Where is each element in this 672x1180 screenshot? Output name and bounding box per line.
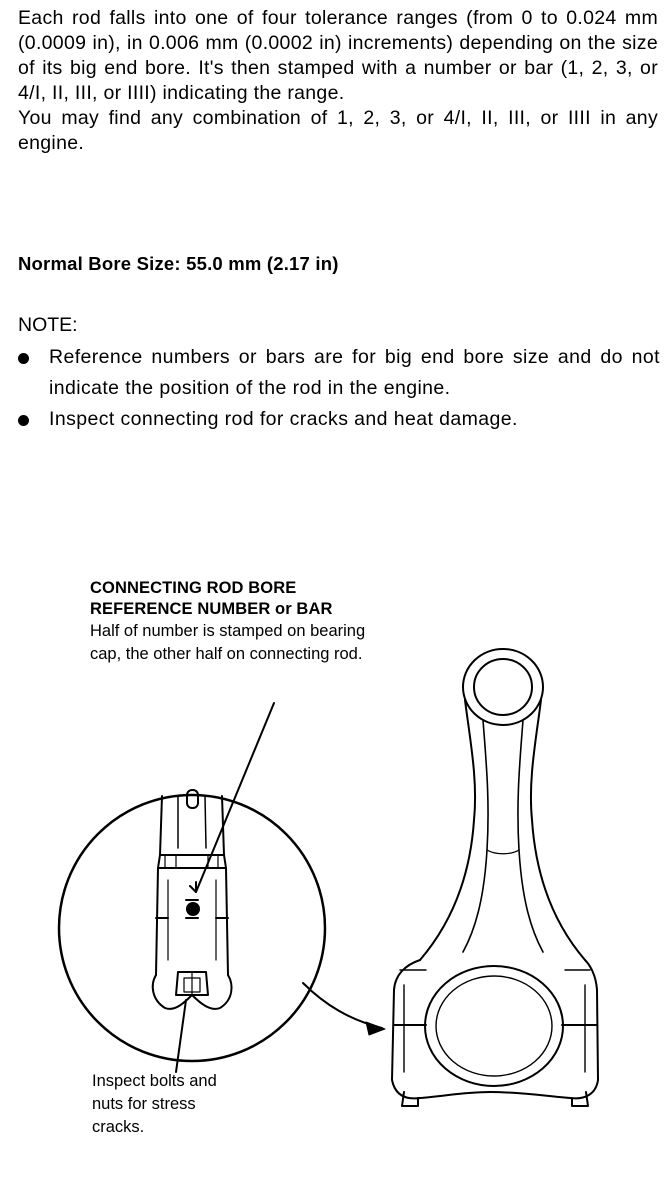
note-text: Inspect connecting rod for cracks and heat damage. <box>49 408 518 430</box>
combination-paragraph: You may find any combination of 1, 2, 3, or 4/I, II, III, or IIII in any engine. <box>18 107 658 154</box>
callout-leader-line <box>196 703 274 892</box>
detail-magnifier-circle <box>59 795 325 1061</box>
rod-detail-closeup <box>153 790 232 1009</box>
normal-bore-size: Normal Bore Size: 55.0 mm (2.17 in) <box>18 253 339 274</box>
note-heading: NOTE: <box>18 314 78 336</box>
bore-reference-callout <box>90 578 390 666</box>
connecting-rod-full-view <box>392 649 598 1106</box>
bolts-inspection-label: Inspect bolts and nuts for stress cracks. <box>92 1072 217 1136</box>
callout-title-line: REFERENCE NUMBER or BAR <box>90 600 333 618</box>
callout-description: Half of number is stamped on bearing cap, the other half on connecting rod. <box>90 622 366 663</box>
callout-title-line: CONNECTING ROD BORE <box>90 579 297 597</box>
tolerance-paragraph: Each rod falls into one of four tolerance ranges (from 0 to 0.024 mm (0.0009 in), in 0.006 mm (0.0002 in) increments) depending on the size of its big end bore. It's then stamped with a number or bar (1, 2, 3, or 4/I, II, III, or IIII) indicating the range. <box>18 7 658 104</box>
detail-pointer-arrow <box>303 983 382 1028</box>
note-text: Reference numbers or bars are for big end bore size and do not indicate the position of the rod in the engine. <box>49 346 660 399</box>
